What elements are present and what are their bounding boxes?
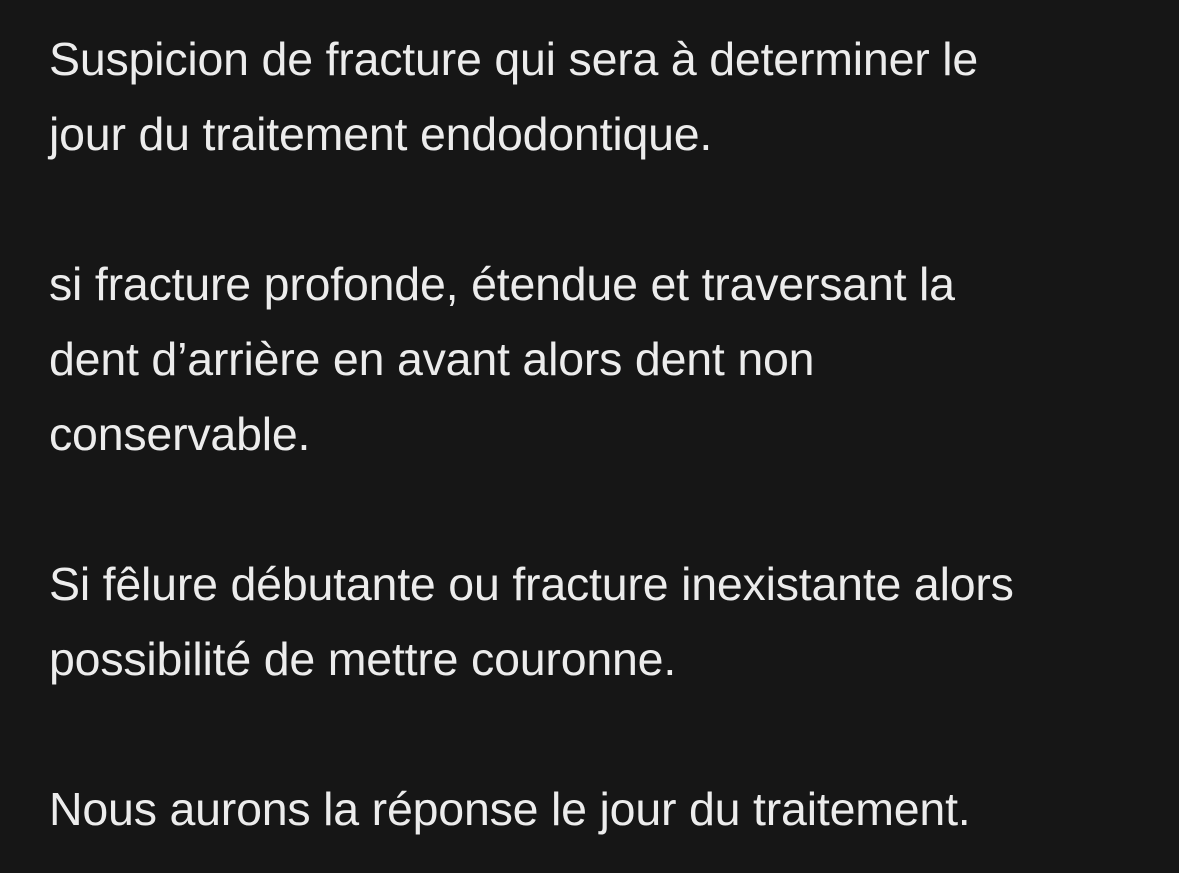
note-text-area[interactable] xyxy=(49,22,1159,847)
note-line: Si fêlure débutante ou fracture inexistante alors xyxy=(49,558,1014,610)
note-paragraph xyxy=(49,22,1159,172)
paragraph-spacer xyxy=(49,472,1159,547)
note-line: jour du traitement endodontique. xyxy=(49,108,713,160)
note-line: Suspicion de fracture qui sera à determiner le xyxy=(49,33,979,85)
note-paragraph xyxy=(49,547,1159,697)
note-line: possibilité de mettre couronne. xyxy=(49,633,677,685)
note-line: Nous aurons la réponse le jour du traitement. xyxy=(49,783,971,835)
note-paragraph xyxy=(49,772,1159,847)
paragraph-spacer xyxy=(49,172,1159,247)
note-paragraph xyxy=(49,247,1159,472)
note-line: dent d’arrière en avant alors dent non xyxy=(49,333,815,385)
note-line: si fracture profonde, étendue et traversant la xyxy=(49,258,955,310)
paragraph-spacer xyxy=(49,697,1159,772)
note-line: conservable. xyxy=(49,408,311,460)
